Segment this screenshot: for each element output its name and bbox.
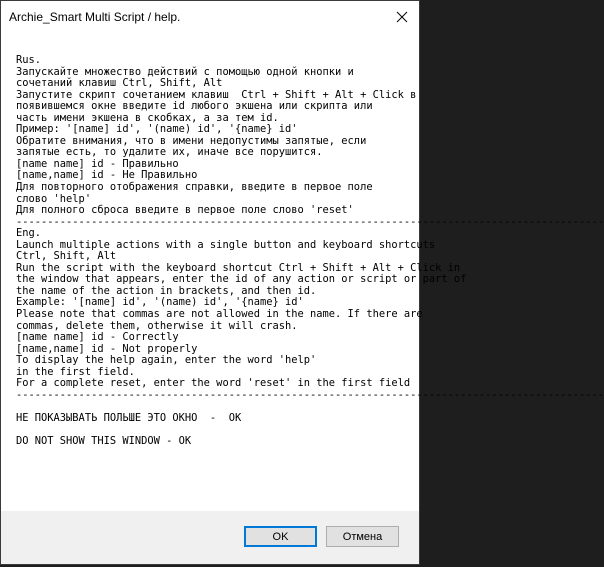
- ok-button[interactable]: OK: [244, 526, 317, 547]
- button-bar: [1, 511, 419, 564]
- help-message: Rus. Запускайте множество действий с помощью одной кнопки и сочетаний клавиш Ctrl, Shift, Alt Запустите скрипт сочетанием клавиш Ctrl + Shift + Alt + Click в появившемся окне введите id любого экшена или скрипта или часть имени экшена в скобках, а за тем id. Пример: '[name] id', '(name) id', '{name} id' Обратите внимания, что в имени недопустимы запятые, если запятые есть, то удалите их, иначе все порушится. [name name] id - Правильно [name,name] id - Не Правильно Для повторного отображения справки, введите в первое поле слово 'help' Для полного сброса введите в первое поле слово 'reset' ---------------------------------------------------------------------------------------------- Eng. Launch multiple actions with a single button and keyboard shortcuts Ctrl, Shift, Alt Run the script with the keyboard shortcut Ctrl + Shift + Alt + Click in the window that appears, enter the id of any action or script or part of the name of the action in brackets, and then id. Example: '[name] id', '(name) id', '{name} id' Please note that commas are not allowed in the name. If there are commas, delete them, otherwise it will crash. [name name] id - Correctly [name,name] id - Not properly To display the help again, enter the word 'help' in the first field. For a complete reset, enter the word 'reset' in the first field ---------------------------------------------------------------------------------------------- НЕ ПОКАЗЫВАТЬ ПОЛЬШЕ ЭТО ОКНО - OK DO NOT SHOW THIS WINDOW - OK: [16, 54, 604, 448]
- close-button[interactable]: [385, 1, 419, 33]
- cancel-button[interactable]: Отмена: [326, 526, 399, 547]
- window-title: Archie_Smart Multi Script / help.: [9, 10, 181, 24]
- message-area: [1, 33, 604, 511]
- title-bar: [1, 1, 419, 33]
- close-icon: [397, 12, 407, 22]
